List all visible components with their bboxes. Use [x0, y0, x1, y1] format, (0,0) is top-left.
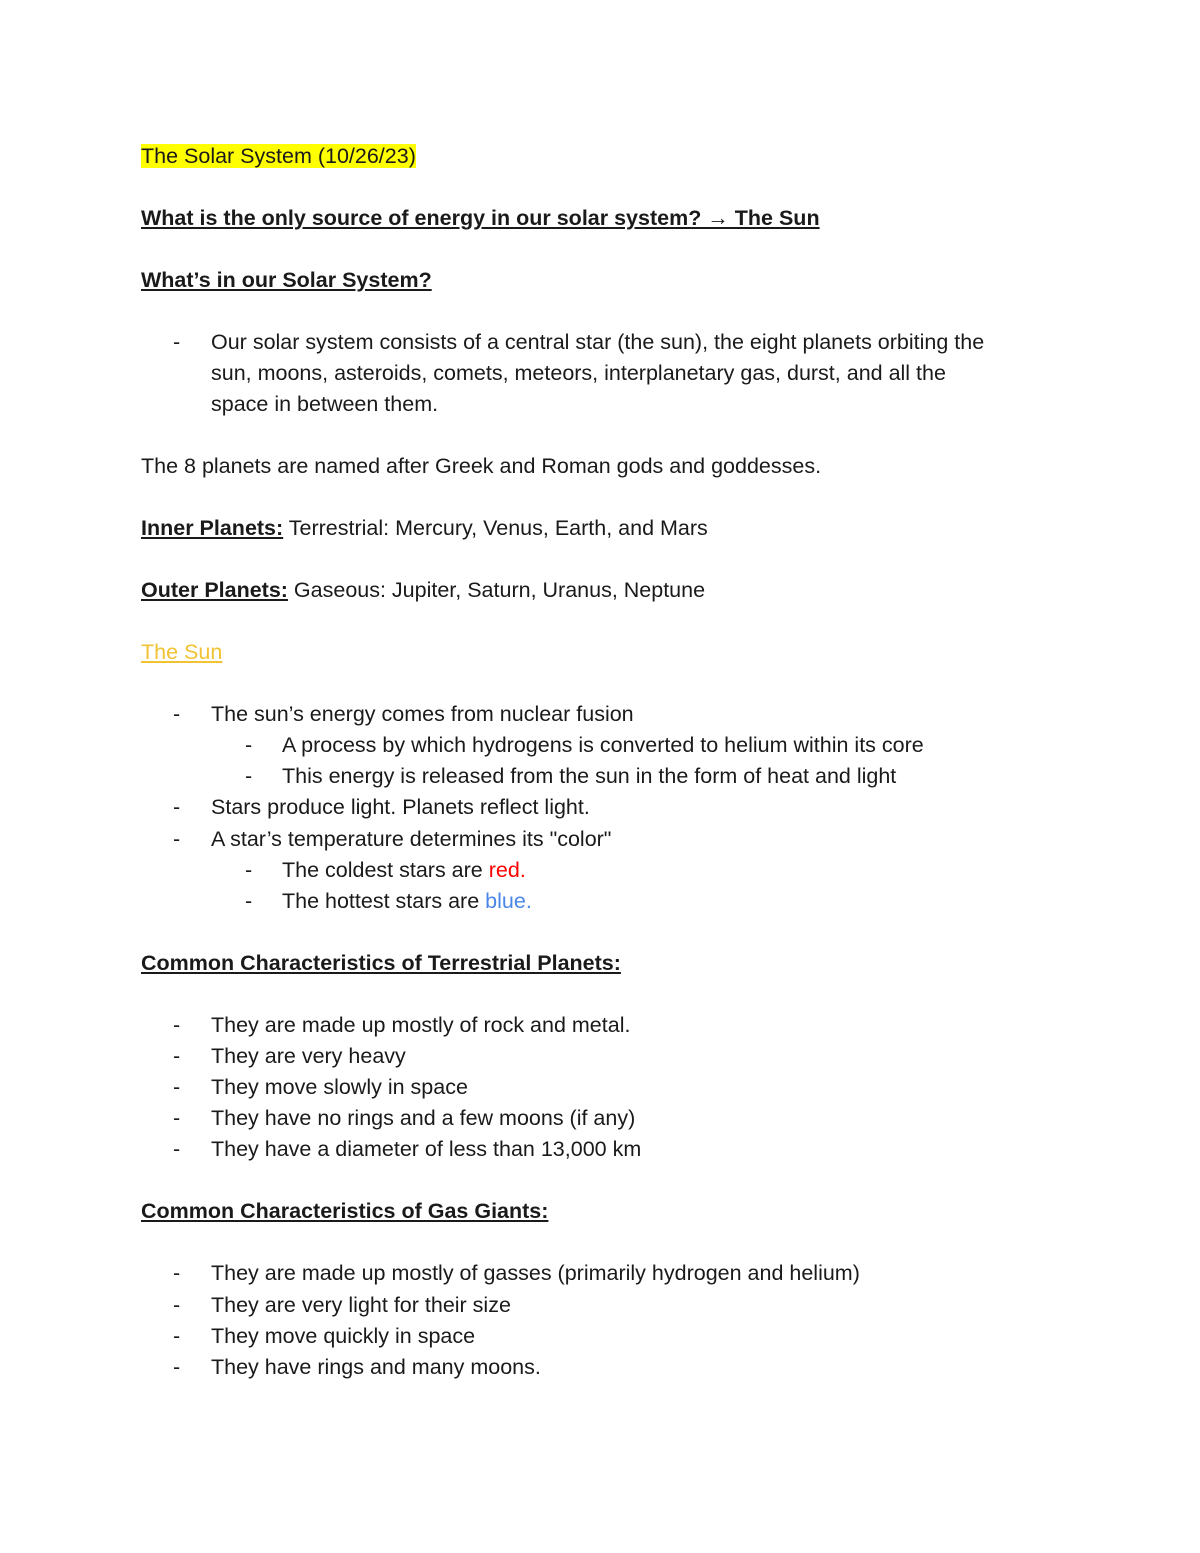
- list-item: They have a diameter of less than 13,000 km: [211, 1137, 642, 1161]
- solar-system-desc-line: space in between them.: [211, 392, 439, 416]
- blue-word: blue: [485, 889, 526, 913]
- title-highlight: The Solar System (10/26/23): [141, 144, 416, 168]
- bullet-dash: -: [173, 1013, 181, 1037]
- coldest-text: The coldest stars are: [282, 858, 489, 882]
- planets-named-text: The 8 planets are named after Greek and Roman gods and goddesses.: [141, 454, 822, 478]
- list-item: They are made up mostly of rock and metal.: [211, 1013, 631, 1037]
- bullet-dash: -: [173, 1137, 181, 1161]
- sun-subbullet-process: A process by which hydrogens is converted to helium within its core: [282, 733, 924, 757]
- bullet-dash: -: [173, 795, 181, 819]
- inner-planets-label: Inner Planets:: [141, 516, 284, 540]
- bullet-dash: -: [173, 1106, 181, 1130]
- bullet-dash: -: [245, 889, 253, 913]
- bullet-dash: -: [173, 1261, 181, 1285]
- solar-system-desc-line: sun, moons, asteroids, comets, meteors, interplanetary gas, durst, and all the: [211, 361, 946, 385]
- question-energy-source: What is the only source of energy in our solar system? → The Sun: [141, 206, 820, 230]
- sun-bullet-fusion: The sun’s energy comes from nuclear fusion: [211, 702, 634, 726]
- outer-planets-text: Gaseous: Jupiter, Saturn, Uranus, Neptune: [287, 578, 706, 602]
- hottest-text: The hottest stars are: [282, 889, 486, 913]
- bullet-dash: -: [245, 733, 253, 757]
- gas-giants-heading: Common Characteristics of Gas Giants:: [141, 1199, 549, 1223]
- bullet-dash: -: [245, 764, 253, 788]
- bullet-dash: -: [173, 1293, 181, 1317]
- bullet-dash: -: [173, 827, 181, 851]
- sun-subbullet-hottest: [282, 888, 532, 914]
- period: .: [519, 858, 526, 882]
- list-item: They have no rings and a few moons (if any): [211, 1106, 636, 1130]
- bullet-dash: -: [173, 1324, 181, 1348]
- list-item: They move quickly in space: [211, 1324, 476, 1348]
- sun-subbullet-coldest: [282, 857, 526, 883]
- sun-bullet-temperature: A star’s temperature determines its "color": [211, 827, 612, 851]
- terrestrial-heading: Common Characteristics of Terrestrial Planets:: [141, 951, 621, 975]
- inner-planets-text: Terrestrial: Mercury, Venus, Earth, and Mars: [283, 516, 708, 540]
- sun-subbullet-release: This energy is released from the sun in the form of heat and light: [282, 764, 897, 788]
- bullet-dash: -: [173, 330, 181, 354]
- bullet-dash: -: [173, 1355, 181, 1379]
- sun-heading: The Sun: [141, 640, 223, 664]
- outer-planets-label: Outer Planets:: [141, 578, 288, 602]
- bullet-dash: -: [173, 1075, 181, 1099]
- bullet-dash: -: [173, 702, 181, 726]
- red-word: red: [488, 858, 520, 882]
- solar-system-desc-line: Our solar system consists of a central star (the sun), the eight planets orbiting the: [211, 330, 985, 354]
- sun-bullet-light: Stars produce light. Planets reflect light.: [211, 795, 590, 819]
- period: .: [525, 889, 532, 913]
- list-item: They are made up mostly of gasses (primarily hydrogen and helium): [211, 1261, 860, 1285]
- inner-planets-line: [141, 515, 708, 541]
- bullet-dash: -: [245, 858, 253, 882]
- document-title: [141, 143, 416, 169]
- list-item: They are very heavy: [211, 1044, 406, 1068]
- list-item: They have rings and many moons.: [211, 1355, 541, 1379]
- bullet-dash: -: [173, 1044, 181, 1068]
- question-whats-in-solar-system: What’s in our Solar System?: [141, 268, 432, 292]
- outer-planets-line: [141, 577, 705, 603]
- list-item: They are very light for their size: [211, 1293, 511, 1317]
- list-item: They move slowly in space: [211, 1075, 468, 1099]
